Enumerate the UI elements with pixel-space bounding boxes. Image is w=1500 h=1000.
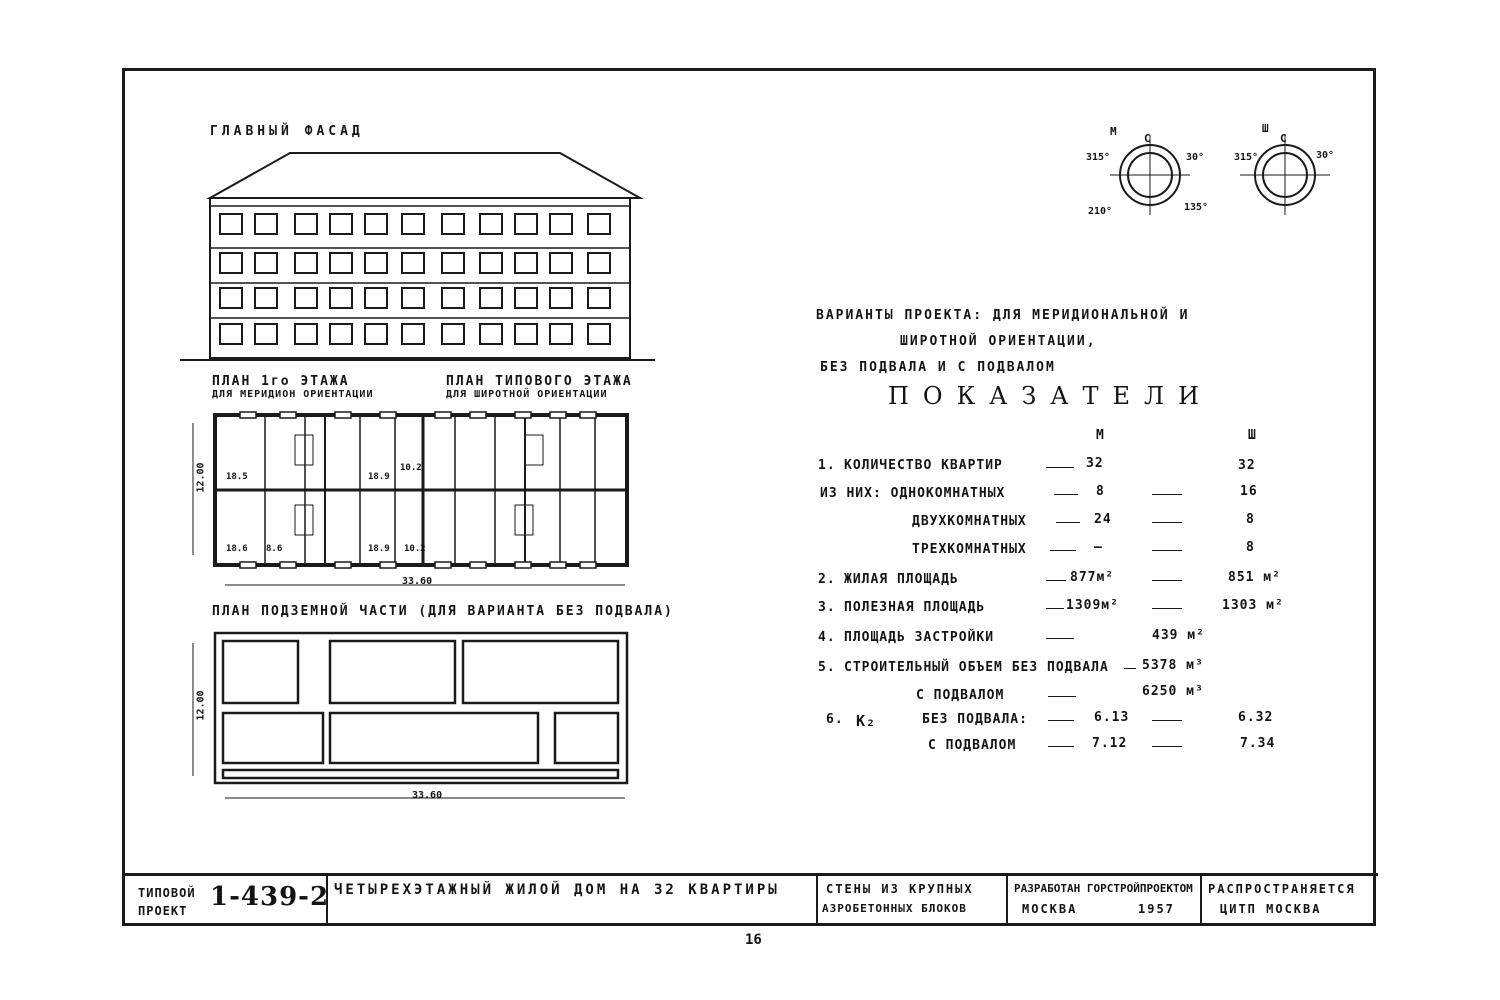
indicator-num: 6. [826,712,844,727]
indicator-label: СТРОИТЕЛЬНЫЙ ОБЪЕМ БЕЗ ПОДВАЛА [844,660,1109,675]
indicator-label: ДВУХКОМНАТНЫХ [912,514,1027,529]
indicator-value-m: 32 [1086,456,1104,471]
room-area: 10.2 [404,544,426,554]
room-area: 18.6 [226,544,248,554]
developer: РАЗРАБОТАН ГОРСТРОЙПРОЕКТОМ [1014,882,1193,895]
first-floor-plan-title: ПЛАН 1го ЭТАЖА [212,374,350,389]
indicator-value-common: 5378 м³ [1142,658,1204,673]
indicator-value-m: 877м² [1070,570,1115,585]
plan-height-dimension: 12.00 [195,462,207,493]
indicator-label: ПОЛЕЗНАЯ ПЛОЩАДЬ [844,600,986,615]
orientation-sh-north: С [1280,132,1289,145]
facade-drawing [180,148,660,368]
orientation-sh-label: Ш [1262,122,1271,135]
indicator-value-sh: 16 [1240,484,1258,499]
developer-cell [1008,876,1202,925]
orientation-m-angle: 135° [1184,202,1209,213]
type-label: ПРОЕКТ [138,904,188,918]
indicator-label: ПЛОЩАДЬ ЗАСТРОЙКИ [844,630,995,645]
indicator-value-m: 1309м² [1066,598,1119,613]
orientation-m-label: М [1110,125,1119,138]
indicator-value-common: 6250 м³ [1142,684,1204,699]
indicator-label: K₂ [856,712,877,730]
distributor: РАСПРОСТРАНЯЕТСЯ [1208,882,1356,896]
indicators-title: ПОКАЗАТЕЛИ [888,382,1213,410]
walls-cell [818,876,1008,925]
room-area: 18.5 [226,472,248,482]
indicator-value-sh: 6.32 [1238,710,1274,725]
indicator-value-m: 7.12 [1092,736,1128,751]
plan-length-dimension: 33.60 [402,576,433,587]
indicator-value-m: 6.13 [1094,710,1130,725]
underground-length-dimension: 33.60 [412,790,443,801]
typical-floor-plan-title: ПЛАН ТИПОВОГО ЭТАЖА [446,374,633,389]
indicator-num: 1. [818,458,836,473]
page-number: 16 [745,932,762,948]
indicator-value-common: 439 м² [1152,628,1205,643]
indicator-num: 3. [818,600,836,615]
indicator-value-m: 8 [1096,484,1105,499]
indicator-value-sh: 1303 м² [1222,598,1284,613]
typical-floor-plan-subtitle: ДЛЯ ШИРОТНОЙ ОРИЕНТАЦИИ [446,389,608,400]
underground-plan-drawing [185,628,645,808]
project-number: 1-439-2 [210,882,330,912]
indicator-sublabel: С ПОДВАЛОМ [928,738,1017,753]
indicator-value-sh: 8 [1246,512,1255,527]
orientation-m-angle: 210° [1088,206,1113,217]
orientation-m-north: С [1144,132,1153,145]
room-area: 8.6 [266,544,283,554]
indicator-label: ТРЕХКОМНАТНЫХ [912,542,1027,557]
first-floor-plan-subtitle: ДЛЯ МЕРИДИОН ОРИЕНТАЦИИ [212,389,374,400]
underground-plan-title: ПЛАН ПОДЗЕМНОЙ ЧАСТИ (ДЛЯ ВАРИАНТА БЕЗ ПОДВАЛА) [212,604,674,619]
underground-height-dimension: 12.00 [195,690,207,721]
indicator-label: КОЛИЧЕСТВО КВАРТИР [844,458,1003,473]
room-area: 18.9 [368,544,390,554]
walls-description: СТЕНЫ ИЗ КРУПНЫХ [826,882,974,896]
indicator-label: ЖИЛАЯ ПЛОЩАДЬ [844,572,959,587]
indicator-label: С ПОДВАЛОМ [916,688,1005,703]
room-area: 18.9 [368,472,390,482]
indicator-sublabel: БЕЗ ПОДВАЛА: [922,712,1028,727]
orientation-m-angle: 315° [1086,152,1111,163]
description-cell [328,876,818,925]
column-header-m: М [1096,428,1105,443]
column-header-sh: Ш [1248,428,1257,443]
facade-title: ГЛАВНЫЙ ФАСАД [210,124,364,139]
indicator-value-sh: 7.34 [1240,736,1276,751]
variants-line: БЕЗ ПОДВАЛА И С ПОДВАЛОМ [820,360,1056,375]
distributor-name: ЦИТП МОСКВА [1220,902,1322,916]
orientation-sh-angle: 315° [1234,152,1259,163]
indicator-value-sh: 8 [1246,540,1255,555]
indicator-num: 5. [818,660,836,675]
title-block [124,873,1378,925]
project-description: ЧЕТЫРЕХЭТАЖНЫЙ ЖИЛОЙ ДОМ НА 32 КВАРТИРЫ [334,882,780,898]
orientation-m-angle: 30° [1186,152,1205,163]
distributor-cell [1202,876,1378,925]
floor-plan-drawing [185,405,645,600]
orientation-sh-angle: 30° [1316,150,1335,161]
indicator-num: 2. [818,572,836,587]
developer-year: 1957 [1138,902,1175,916]
variants-line: ВАРИАНТЫ ПРОЕКТА: ДЛЯ МЕРИДИОНАЛЬНОЙ И [816,308,1190,323]
indicator-value-m: 24 [1094,512,1112,527]
indicator-label: ИЗ НИХ: ОДНОКОМНАТНЫХ [820,486,1006,501]
developer-city: МОСКВА [1022,902,1078,916]
indicator-value-sh: 32 [1238,458,1256,473]
walls-description: АЗРОБЕТОННЫХ БЛОКОВ [822,902,967,915]
project-number-cell [124,876,328,925]
type-label: ТИПОВОЙ [138,886,196,900]
variants-line: ШИРОТНОЙ ОРИЕНТАЦИИ, [900,334,1097,349]
indicator-value-sh: 851 м² [1228,570,1281,585]
indicator-value-m: — [1094,540,1103,555]
indicator-num: 4. [818,630,836,645]
room-area: 10.2 [400,463,422,473]
